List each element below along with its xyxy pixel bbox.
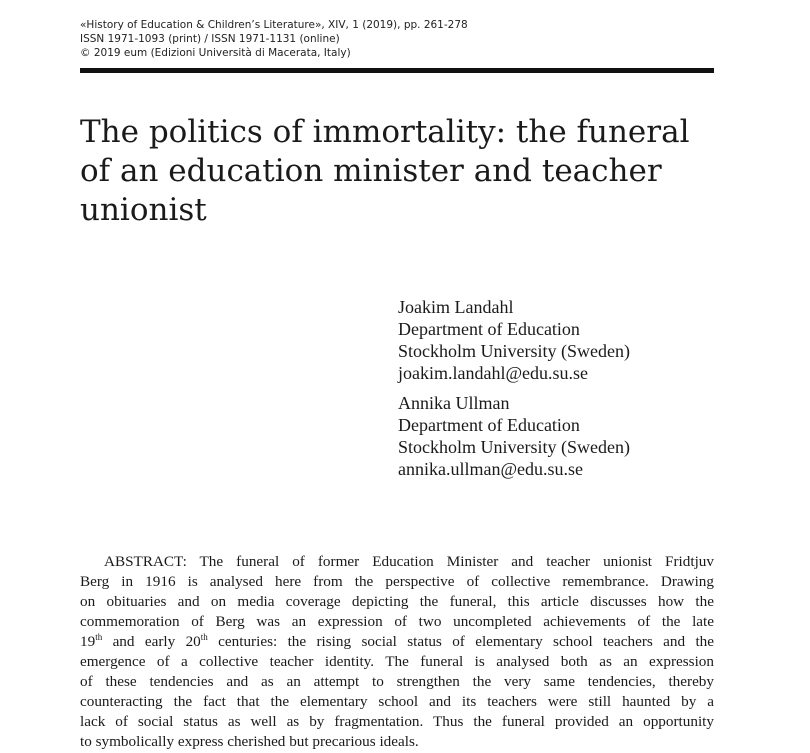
author-university: Stockholm University (Sweden): [398, 341, 630, 361]
abstract-line: to symbolically express cherished but precarious ideals.: [80, 733, 419, 750]
author-entry: [398, 296, 630, 384]
author-block: [398, 296, 630, 488]
title-line: The politics of immortality: the funeral: [80, 114, 690, 150]
title-line: of an education minister and teacher: [80, 153, 662, 189]
abstract-line: emergence of a collective teacher identity. The funeral is analysed both as an expression: [80, 653, 714, 670]
journal-citation: «History of Education & Children’s Literature», XIV, 1 (2019), pp. 261-278: [80, 19, 468, 31]
author-department: Department of Education: [398, 319, 580, 339]
abstract-line: Berg in 1916 is analysed here from the perspective of collective remembrance. Drawing: [80, 573, 714, 590]
header-rule: [80, 68, 714, 73]
author-department: Department of Education: [398, 415, 580, 435]
abstract-line: commemoration of Berg was an expression of two uncompleted achievements of the late: [80, 613, 714, 630]
abstract-line: of these tendencies and as an attempt to strengthen the very same tendencies, thereby: [80, 673, 714, 690]
abstract-text: 19: [80, 633, 96, 650]
journal-header: [80, 18, 468, 60]
abstract: [80, 552, 714, 752]
abstract-text: and early 20: [102, 633, 201, 650]
superscript: th: [200, 631, 208, 642]
abstract-line: ABSTRACT: The funeral of former Education Minister and teacher unionist Fridtjuv: [104, 553, 714, 570]
journal-copyright: © 2019 eum (Edizioni Università di Macerata, Italy): [80, 47, 351, 59]
author-entry: [398, 392, 630, 480]
author-university: Stockholm University (Sweden): [398, 437, 630, 457]
author-name: Annika Ullman: [398, 393, 510, 413]
article-title: [80, 113, 720, 230]
journal-issn: ISSN 1971-1093 (print) / ISSN 1971-1131 (online): [80, 33, 340, 45]
author-email[interactable]: annika.ullman@edu.su.se: [398, 459, 584, 479]
abstract-line: lack of social status as well as by fragmentation. Thus the funeral provided an opportunity: [80, 713, 714, 730]
author-name: Joakim Landahl: [398, 297, 514, 317]
superscript: th: [95, 631, 103, 642]
abstract-text: centuries: the rising social status of elementary school teachers and the: [207, 633, 715, 650]
abstract-line: [80, 632, 714, 652]
abstract-line: counteracting the fact that the elementary school and its teachers were still haunted by a: [80, 693, 714, 710]
abstract-line: on obituaries and on media coverage depicting the funeral, this article discusses how the: [80, 593, 714, 610]
author-email[interactable]: joakim.landahl@edu.su.se: [398, 363, 589, 383]
title-line: unionist: [80, 192, 207, 228]
